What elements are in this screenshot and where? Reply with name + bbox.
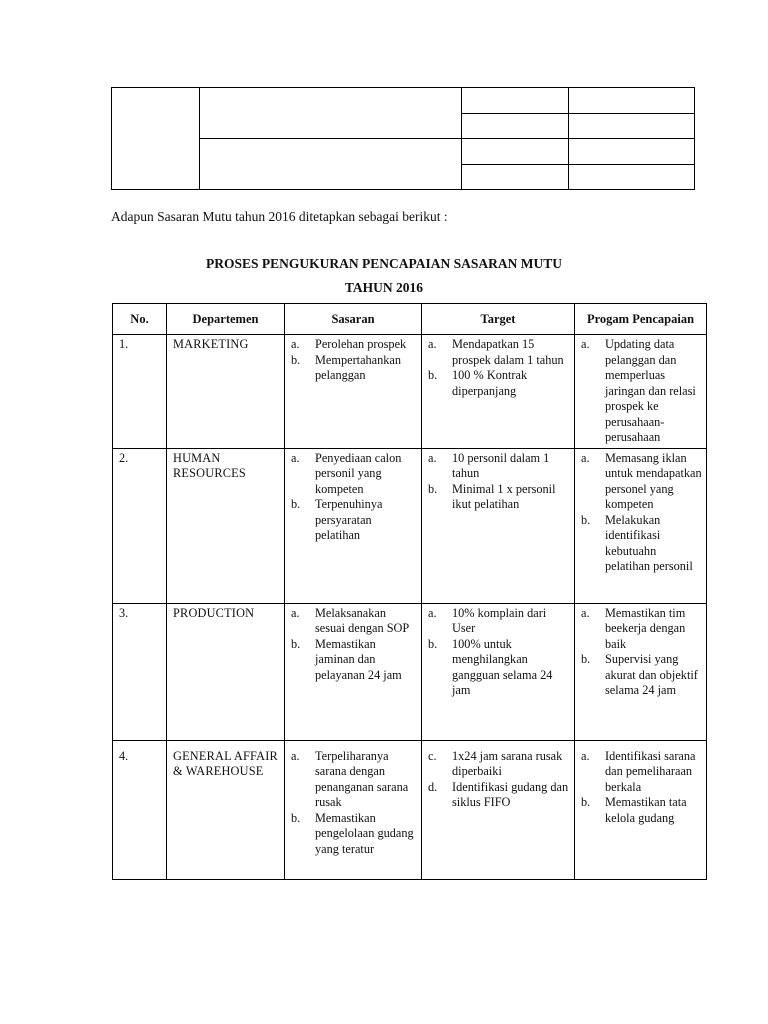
target-list — [428, 606, 570, 699]
list-marker: a. — [581, 605, 590, 620]
sasaran-list — [291, 749, 417, 858]
sasaran-cell — [285, 448, 422, 603]
header-sasaran: Sasaran — [285, 304, 422, 335]
header-target: Target — [422, 304, 575, 335]
list-marker: a. — [581, 450, 590, 465]
program-cell — [575, 448, 707, 603]
sasaran-list — [291, 337, 417, 384]
target-cell — [422, 448, 575, 603]
list-text: 1x24 jam sarana rusak diperbaiki — [452, 748, 563, 778]
list-text: Memastikan jaminan dan pelayanan 24 jam — [315, 636, 402, 682]
list-item — [581, 795, 702, 826]
list-text: Perolehan prospek — [315, 337, 407, 351]
empty-cell — [462, 88, 569, 114]
list-item — [291, 637, 417, 684]
list-text: Memasang iklan untuk mendapatkan personel yang kompeten — [605, 450, 702, 511]
empty-cell — [462, 113, 569, 139]
row-number: 3. — [113, 603, 167, 740]
list-marker: a. — [581, 748, 590, 763]
list-marker: b. — [428, 368, 438, 382]
list-marker: b. — [291, 352, 301, 367]
empty-cell — [200, 88, 462, 139]
program-cell — [575, 740, 707, 879]
list-marker: b. — [291, 810, 301, 825]
table-row — [113, 740, 707, 879]
list-item — [291, 811, 417, 858]
list-marker: b. — [428, 636, 438, 651]
department-name: GENERAL AFFAIR & WAREHOUSE — [167, 740, 285, 879]
list-item — [428, 606, 570, 637]
list-item — [428, 368, 570, 399]
list-item — [428, 482, 570, 513]
list-text: Penyediaan calon personil yang kompeten — [315, 450, 402, 496]
table-header-row — [113, 304, 707, 335]
sasaran-cell — [285, 335, 422, 449]
sasaran-cell — [285, 740, 422, 879]
list-text: Supervisi yang akurat dan objektif selama 24 jam — [605, 652, 698, 697]
list-item — [291, 451, 417, 498]
list-item — [428, 337, 570, 368]
sasaran-list — [291, 451, 417, 544]
list-text: Identifikasi sarana dan pemeliharaan berkala — [605, 748, 696, 794]
program-list — [581, 451, 702, 575]
list-item — [581, 652, 702, 699]
list-text: Memastikan pengelolaan gudang yang teratur — [315, 810, 414, 856]
list-marker: b. — [428, 481, 438, 496]
list-marker: a. — [291, 748, 300, 763]
list-item — [581, 337, 702, 446]
list-item — [291, 337, 417, 353]
list-text: Melaksanakan sesuai dengan SOP — [315, 605, 410, 635]
list-item — [428, 451, 570, 482]
list-text: 10% komplain dari User — [452, 605, 547, 635]
empty-cell — [112, 88, 200, 190]
sasaran-cell — [285, 603, 422, 740]
list-item — [291, 606, 417, 637]
empty-cell — [569, 164, 695, 190]
list-text: 100 % Kontrak diperpanjang — [452, 368, 528, 398]
target-cell — [422, 740, 575, 879]
list-marker: b. — [581, 652, 591, 666]
list-text: Minimal 1 x personil ikut pelatihan — [452, 481, 556, 511]
empty-cell — [462, 139, 569, 165]
list-item — [428, 637, 570, 699]
program-list — [581, 337, 702, 446]
table-subtitle: TAHUN 2016 — [344, 280, 424, 295]
table-title: PROSES PENGUKURAN PENCAPAIAN SASARAN MUTU — [205, 256, 563, 271]
list-marker: b. — [291, 636, 301, 651]
list-marker: b. — [291, 497, 301, 511]
list-text: Updating data pelanggan dan memperluas jaringan dan relasi prospek ke perusahaan-perusahaan — [605, 337, 696, 444]
list-item — [581, 606, 702, 653]
list-item — [581, 513, 702, 575]
row-number: 1. — [113, 335, 167, 449]
list-text: Identifikasi gudang dan siklus FIFO — [452, 779, 569, 809]
row-number: 4. — [113, 740, 167, 879]
program-cell — [575, 603, 707, 740]
program-cell — [575, 335, 707, 449]
program-list — [581, 749, 702, 827]
list-text: Terpeliharanya sarana dengan penanganan sarana rusak — [315, 748, 409, 809]
list-marker: a. — [428, 605, 437, 620]
quality-objectives-table — [112, 303, 707, 880]
program-list — [581, 606, 702, 699]
list-item — [291, 497, 417, 544]
row-number: 2. — [113, 448, 167, 603]
list-text: Terpenuhinya persyaratan pelatihan — [315, 497, 383, 542]
list-marker: b. — [581, 512, 591, 527]
empty-cell — [200, 139, 462, 190]
list-marker: a. — [291, 605, 300, 620]
list-marker: b. — [581, 795, 591, 809]
header-program: Progam Pencapaian — [575, 304, 707, 335]
sasaran-list — [291, 606, 417, 684]
intro-paragraph: Adapun Sasaran Mutu tahun 2016 ditetapkan sebagai berikut : — [111, 209, 448, 224]
list-item — [291, 353, 417, 384]
list-marker: d. — [428, 779, 438, 794]
table-row — [113, 603, 707, 740]
list-marker: a. — [291, 450, 300, 465]
target-cell — [422, 603, 575, 740]
target-list — [428, 749, 570, 811]
department-name: HUMAN RESOURCES — [167, 448, 285, 603]
list-item — [581, 749, 702, 796]
target-list — [428, 337, 570, 399]
table-row — [113, 448, 707, 603]
target-cell — [422, 335, 575, 449]
department-name: MARKETING — [167, 335, 285, 449]
list-marker: a. — [581, 337, 590, 351]
list-text: Mempertahankan pelanggan — [315, 352, 402, 382]
list-marker: a. — [291, 337, 300, 351]
list-text: 10 personil dalam 1 tahun — [452, 450, 550, 480]
list-text: Melakukan identifikasi kebutuahn pelatihan personil — [605, 512, 693, 573]
list-text: Mendapatkan 15 prospek dalam 1 tahun — [452, 337, 564, 367]
list-text: 100% untuk menghilangkan gangguan selama 24 jam — [452, 636, 553, 697]
empty-cell — [569, 113, 695, 139]
header-no: No. — [113, 304, 167, 335]
list-marker: a. — [428, 450, 437, 465]
table-row — [113, 335, 707, 449]
list-text: Memastikan tim beekerja dengan baik — [605, 605, 686, 651]
list-item — [291, 749, 417, 811]
empty-cell — [569, 88, 695, 114]
department-name: PRODUCTION — [167, 603, 285, 740]
target-list — [428, 451, 570, 513]
list-item — [581, 451, 702, 513]
list-item — [428, 780, 570, 811]
empty-cell — [462, 164, 569, 190]
list-marker: a. — [428, 337, 437, 351]
top-empty-table — [111, 87, 695, 190]
list-text: Memastikan tata kelola gudang — [605, 795, 687, 825]
header-departemen: Departemen — [167, 304, 285, 335]
list-marker: c. — [428, 748, 437, 763]
list-item — [428, 749, 570, 780]
empty-cell — [569, 139, 695, 165]
